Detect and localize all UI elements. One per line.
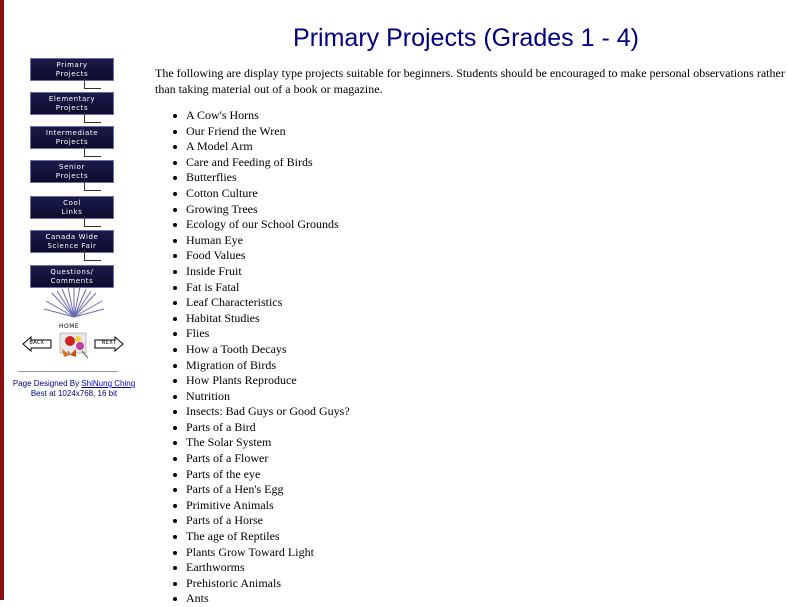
nav-label-line1: Questions/ (50, 267, 94, 276)
nav-connector (84, 78, 101, 89)
home-label: HOME (59, 323, 80, 330)
nav-label-line1: Cool (63, 198, 81, 207)
list-item: Ants (186, 591, 350, 607)
list-item: Inside Fruit (186, 264, 350, 280)
nav-label-line1: Elementary (48, 94, 96, 103)
list-item: A Cow's Horns (186, 108, 350, 124)
nav-questions-comments[interactable] (30, 265, 114, 288)
page-title: Primary Projects (Grades 1 - 4) (293, 24, 639, 52)
back-label: BACK (29, 340, 45, 346)
nav-primary-projects[interactable] (30, 58, 114, 81)
nav-connector (84, 180, 101, 191)
list-item: Butterflies (186, 170, 350, 186)
nav-intermediate-projects[interactable] (30, 126, 114, 149)
list-item: Migration of Birds (186, 358, 350, 374)
list-item: Leaf Characteristics (186, 295, 350, 311)
list-item: Food Values (186, 248, 350, 264)
back-button[interactable] (22, 336, 52, 352)
nav-label-line2: Projects (55, 69, 89, 78)
list-item: Our Friend the Wren (186, 124, 350, 140)
next-button[interactable] (94, 336, 124, 352)
list-item: Primitive Animals (186, 498, 350, 514)
nav-label-line2: Comments (50, 276, 94, 285)
sidebar-divider (18, 371, 118, 372)
nav-label-line2: Projects (55, 171, 89, 180)
nav-label-line1: Canada Wide (45, 232, 99, 241)
nav-label-line2: Science Fair (47, 241, 97, 250)
list-item: Parts of a Hen's Egg (186, 482, 350, 498)
list-item: Parts of a Flower (186, 451, 350, 467)
list-item: Nutrition (186, 389, 350, 405)
list-item: Parts of a Horse (186, 513, 350, 529)
nav-label-line1: Senior (59, 162, 85, 171)
list-item: Earthworms (186, 560, 350, 576)
list-item: The age of Reptiles (186, 529, 350, 545)
nav-label-line2: Projects (55, 137, 89, 146)
list-item: Human Eye (186, 233, 350, 249)
project-list (155, 108, 350, 607)
nav-connector (84, 250, 101, 261)
list-item: Fat is Fatal (186, 280, 350, 296)
sidebar (4, 0, 140, 600)
nav-elementary-projects[interactable] (30, 92, 114, 115)
nav-canada-wide-science-fair[interactable] (30, 230, 114, 253)
list-item: The Solar System (186, 435, 350, 451)
list-item: Parts of the eye (186, 467, 350, 483)
list-item: Habitat Studies (186, 311, 350, 327)
nav-senior-projects[interactable] (30, 160, 114, 183)
designer-link[interactable]: ShiNung Ching (81, 379, 136, 388)
list-item: Prehistoric Animals (186, 576, 350, 592)
list-item: A Model Arm (186, 139, 350, 155)
intro-paragraph: The following are display type projects suitable for beginners. Students should be encouraged to make personal observations rather than taking material out of a book or magazine. (155, 66, 785, 96)
nav-cool-links[interactable] (30, 196, 114, 219)
credit-prefix: Page Designed By (12, 379, 82, 388)
nav-label-line1: Primary (56, 60, 88, 69)
credit-resolution: Best at 1024x768, 16 bit (30, 389, 118, 398)
list-item: Cotton Culture (186, 186, 350, 202)
list-item: How a Tooth Decays (186, 342, 350, 358)
nav-label-line2: Links (61, 207, 83, 216)
nav-connector (84, 216, 101, 227)
next-label: NEXT (101, 340, 117, 346)
list-item: Insects: Bad Guys or Good Guys? (186, 404, 350, 419)
list-item: Ecology of our School Grounds (186, 217, 350, 233)
list-item: Plants Grow Toward Light (186, 545, 350, 561)
list-item: Care and Feeding of Birds (186, 155, 350, 171)
list-item: Parts of a Bird (186, 420, 350, 436)
page-credit (4, 379, 144, 399)
starburst-icon (44, 287, 104, 319)
list-item: Flies (186, 326, 350, 342)
list-item: Growing Trees (186, 202, 350, 218)
nav-label-line1: Intermediate (45, 128, 99, 137)
home-flower-butterfly-icon[interactable] (56, 331, 92, 359)
list-item: How Plants Reproduce (186, 373, 350, 389)
nav-connector (84, 112, 101, 123)
nav-connector (84, 146, 101, 157)
nav-label-line2: Projects (55, 103, 89, 112)
